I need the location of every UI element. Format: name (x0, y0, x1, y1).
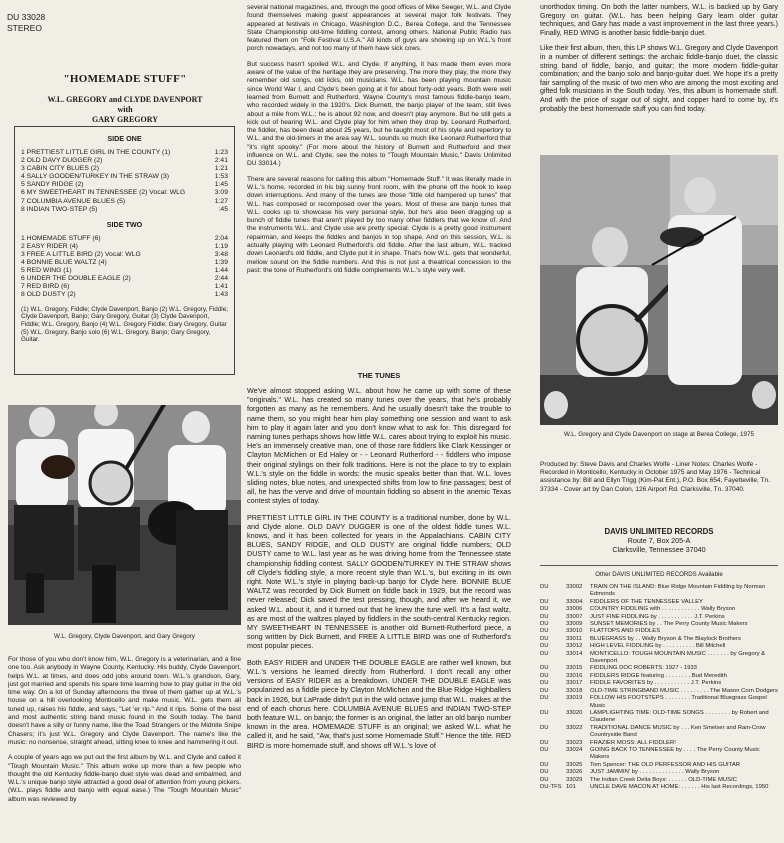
track-time: 1:21 (214, 165, 228, 173)
track-time: :45 (218, 205, 228, 213)
track-title: 8 OLD DUSTY (2) (21, 291, 76, 299)
catalog-entry (540, 606, 778, 613)
track-title: 6 UNDER THE DOUBLE EAGLE (2) (21, 275, 131, 283)
catalog-block (7, 12, 45, 34)
catalog-prefix: DU (540, 665, 549, 672)
catalog-id: 33025 (566, 761, 583, 768)
catalog-id: 33014 (566, 650, 583, 657)
album-guest: GARY GREGORY (91, 115, 159, 124)
track-row (21, 206, 228, 214)
stage-photo (540, 155, 778, 425)
catalog-entry (540, 651, 778, 666)
track-time: 1:39 (214, 259, 228, 267)
catalog-entry (540, 695, 778, 710)
catalog-prefix: DU (540, 613, 549, 620)
catalog-id: 33015 (566, 665, 583, 672)
catalog-prefix: DU (540, 650, 549, 657)
track-title: 4 BONNIE BLUE WALTZ (4) (21, 259, 107, 267)
catalog-id: 33024 (566, 746, 583, 753)
other-records-list (540, 584, 778, 791)
catalog-prefix: DU (540, 695, 549, 702)
catalog-entry (540, 614, 778, 621)
catalog-entry (540, 680, 778, 687)
catalog-title: BLUEGRASS by . . Wally Bryson & The Blaylock Brothers (590, 635, 741, 642)
track-title: 5 SANDY RIDGE (2) (21, 181, 84, 189)
catalog-id: 33026 (566, 769, 583, 776)
track-row (21, 259, 228, 267)
catalog-title: FRAZIER MOSS: ALL FIDDLER! (590, 739, 676, 746)
track-title: 5 RED WING (1) (21, 267, 72, 275)
track-title: 4 SALLY GOODEN/TURKEY IN THE STRAW (3) (21, 173, 170, 181)
track-time: 1:27 (214, 197, 228, 205)
track-row (21, 198, 228, 206)
catalog-prefix: DU (540, 606, 549, 613)
catalog-prefix: DU (540, 769, 549, 776)
catalog-entry (540, 665, 778, 672)
track-row (21, 235, 228, 243)
track-title: 2 OLD DAVY DUGGER (2) (21, 157, 103, 165)
catalog-id: 33018 (566, 687, 583, 694)
track-time: 1:41 (214, 283, 228, 291)
catalog-prefix: DU (540, 724, 549, 731)
band-photo-caption: W.L. Gregory, Clyde Davenport, and Gary Gregory (54, 633, 195, 640)
catalog-id: 33002 (566, 584, 583, 590)
track-time: 1:43 (214, 291, 228, 299)
closing-paragraph: Like their first album, then, this LP shows W.L. Gregory and Clyde Davenport in a number of different settings: the archaic fiddle-banjo duet, the classic string band of fiddle, banjo, and guitar; the more modern fiddle-guitar combination; and the banjo solo and banjo-guitar duet. We hope it's a pretty fair sampling of the music of two men who are among the most exciting and gifted folk musicians in the South today. Yes, this album is homemade stuff. And with the price of sugar out of sight, and copper hard to come by, it's probably the best homemade stuff you can find today. (540, 45, 778, 113)
track-time: 1:45 (214, 181, 228, 189)
catalog-entry (540, 636, 778, 643)
catalog-id: 33020 (566, 709, 583, 716)
catalog-entry (540, 784, 778, 791)
track-title: 7 COLUMBIA AVENUE BLUES (5) (21, 197, 126, 205)
track-time: 1:53 (214, 173, 228, 181)
track-title: 3 FREE A LITTLE BIRD (2) Vocal: WLG (21, 250, 141, 258)
catalog-id: 33016 (566, 672, 583, 679)
track-title: 7 RED BIRD (6) (21, 283, 70, 291)
stage-photo-image (540, 155, 778, 425)
catalog-entry (540, 777, 778, 784)
catalog-prefix: DU-TFS (540, 783, 562, 790)
catalog-prefix: DU (540, 635, 549, 642)
catalog-entry (540, 769, 778, 776)
intro-text (8, 656, 241, 811)
catalog-id: 33009 (566, 621, 583, 628)
closing-paragraph: unorthodox timing. On both the latter numbers, W.L. is backed up by Gary Gregory on guitar. (W.L. has been helping Gary learn older guitar techniques, and Gary has made a vast improvement in the last three years.) Finally, RED WING is another basic fiddle-banjo duet. (540, 4, 778, 37)
label-address-2: Clarksville, Tennessee 37040 (612, 545, 706, 554)
intro-paragraph: A couple of years ago we put out the first album by W.L. and Clyde and called it "Tough Mountain Music." This album woke up more than a few people who thought the old Kentucky fiddle-banjo duet style was dead and embalmed, and W.L.'s unique banjo style attracted a good deal of attention from young pickers. (W.L. plays fiddle and banjo with equal ease.) The "Tough Mountain Music" album was reviewed by (8, 754, 241, 803)
catalog-title: JUST JAMMIN' by . . . . . . . . . . . . . . Wally Bryson (590, 769, 720, 776)
track-title: 8 INDIAN TWO-STEP (5) (21, 205, 98, 213)
catalog-id: 33011 (566, 635, 582, 642)
catalog-id: 33004 (566, 598, 583, 605)
intro-paragraph: For those of you who don't know him, W.L. Gregory is a veterinarian, and a fine one too. Ask anybody in Wayne County, Kentucky. His buddy, Clyde Davenport, helps W.L. at times, and does odd jobs around town. W.L.'s grandson, Gary, just got married and spends his spare time learning how to play guitar in the old time way. On a lot of Sunday afternoons the three of them gather up at W.L.'s house on a hill overlooking Monticello and make music. W.L. gets them all tuned up, raises his fiddle, and says, "Let 'er rip." And it rips. Some of the best and most authentic string band music found in the South today. The band doesn't have a silly or funny name, like the Toad Strangers or the Midnite Snipe Chasers; it's just W.L. Gregory and Clyde Davenport. The name's like the music: no nonsense, straight ahead, sitting knee to knee and hammering it out. (8, 656, 241, 746)
catalog-prefix: DU (540, 598, 549, 605)
side-two-heading: SIDE TWO (106, 219, 143, 229)
catalog-title: UNCLE DAVE MACON AT HOME: . . . . . . His last Recordings, 1950 (590, 783, 769, 790)
track-time: 1:44 (214, 267, 228, 275)
stage-photo-caption: W.L. Gregory and Clyde Davenport on stage at Berea College, 1975 (563, 431, 755, 438)
tunes-paragraph: Both EASY RIDER and UNDER THE DOUBLE EAGLE are rather well known, but W.L.'s versions he learned directly from Rutherford. I don't recall any other versions of EASY RIDER as a breakdown. UNDER THE DOUBLE EAGLE was popularized as a fiddle piece by Clayton McMichen and the Blue Ridge Highballers back in 1926, but LaPrade didn't put in the wild octave jump that W.L. makes at the end of each chorus here. COLUMBIA AVENUE BLUES and INDIAN TWO-STEP both feature W.L. on banjo; the former is an original, the latter an old banjo number known in the area. HOMEMADE STUFF is an original; we asked W.L. what he called it, and he said, "Aw, that's just some Homemade Stuff." Hence the title. RED BIRD is more homemade stuff, and shows off W.L.'s love of (247, 657, 511, 750)
catalog-title: TRADITIONAL DANCE MUSIC by . . . Ken Smelser and Rain-Crow Countryside Band (590, 724, 766, 739)
catalog-prefix: DU (540, 621, 549, 628)
album-with: with (117, 105, 133, 114)
catalog-id: 33022 (566, 724, 583, 731)
catalog-title: Tom Spencer: THE OLD PERFESSOR AND HIS GUITAR (590, 761, 741, 768)
track-title: 1 PRETTIEST LITTLE GIRL IN THE COUNTY (1) (21, 149, 171, 156)
label-address-1: Route 7, Box 205-A (627, 536, 691, 545)
catalog-id: 101 (566, 783, 576, 790)
tunes-section (247, 371, 511, 757)
catalog-title: MONTICELLO: TOUGH MOUNTAIN MUSIC . . . . . . . by Gregory & Davenport (590, 650, 766, 665)
catalog-prefix: DU (540, 776, 549, 783)
track-row (21, 157, 228, 165)
track-row (21, 189, 228, 197)
catalog-title: LAMPLIGHTING TIME: OLD-TIME SONGS . . . . . . . . by Robert and Claudene (590, 709, 769, 724)
catalog-prefix: DU (540, 643, 549, 650)
production-credits: Produced by: Steve Davis and Charles Wolfe - Liner Notes: Charles Wolfe - Recorded in Monticello, Kentucky in October 1975 and May 1976 - Technical assistance by: Bill and Ellyn Trigg (Kim-Pat Ent.), P.O. Box 654, Fayetteville, Tn. 37334 - Cover art by Dan Colon, 126 Airport Rd. Clarksville, Tn. 37040. (540, 461, 770, 493)
catalog-id: 33010 (566, 628, 583, 635)
catalog-entry (540, 584, 778, 599)
catalog-entry (540, 710, 778, 725)
catalog-title: COUNTRY FIDDLING with . . . . . . . . . . . . Wally Bryson (590, 606, 736, 613)
album-artists: W.L. GREGORY and CLYDE DAVENPORT (47, 95, 203, 104)
tracklist-box (14, 126, 235, 375)
catalog-format: STEREO (7, 23, 42, 33)
catalog-prefix: DU (540, 709, 549, 716)
catalog-entry (540, 628, 778, 635)
track-row (21, 149, 228, 157)
track-row (21, 165, 228, 173)
track-row (21, 173, 228, 181)
tunes-paragraph: PRETTIEST LITTLE GIRL IN THE COUNTY is a traditional number, done by W.L. and Clyde alone. OLD DAVY DUGGER is one of the oldest fiddle tunes W.L. knows, and it has been collected for years in the Appalachians. CABIN CITY BLUES, SANDY RIDGE, and OLD DUSTY are original fiddle numbers; OLD DUSTY came to W.L. last year as he was driving home from the Tennessee state championship fiddling contest. SALLY GOODEN/TURKEY IN THE STRAW shows off Clyde's fiddling style, a more recent style than W.L.'s, but exciting in its own right. Note W.L.'s style in playing back-up banjo for Clyde here. BONNIE BLUE WALTZ was recorded by Dick Burnett on fiddle back in 1929, but the record was never released; Dick saved the test pressing, though, and after we heard it, we asked W.L. about it, and it turned out that he knew the tune well. It's a fast waltz, as are most of the waltzes played by fiddlers in the south-central Kentucky region. MY SWEETHEART IN TENNESSEE is another old Burnett-Rutherford piece, a song written by Dick Burnett, and FREE A LITTLE BIRD was one of Rutherford's most popular pieces. (247, 512, 511, 651)
side-one-heading: SIDE ONE (107, 134, 142, 143)
catalog-title: FIDDLE FAVORITES by . . . . . . . . . . . J.T. Perkins (590, 680, 722, 687)
track-title: 2 EASY RIDER (4) (21, 242, 78, 250)
catalog-entry (540, 688, 778, 695)
catalog-prefix: DU (540, 746, 549, 753)
catalog-title: HIGH LEVEL FIDDLING by . . . . . . . . . . Bill Mitchell (590, 643, 726, 650)
catalog-prefix: DU (540, 584, 549, 590)
catalog-id: 33012 (566, 643, 583, 650)
track-title: 6 MY SWEETHEART IN TENNESSEE (2) Vocal: WLG (21, 189, 186, 197)
catalog-title: The Indian Creek Delta Boys: . . . . . . OLD-TIME MUSIC (590, 776, 737, 783)
track-time: 1:19 (214, 242, 228, 250)
track-title: 3 CABIN CITY BLUES (2) (21, 165, 100, 173)
history-paragraph: But success hasn't spoiled W.L. and Clyde. If anything, it has made them even more aware of the value of the heritage they are preserving. The more they play, the more they remember old songs, old licks, old musicians. W.L. has been playing mountain music since World War I, and Clyde's been going at it for about forty-odd years. Both were well learned from Burnett and Rutherford, Wayne County's most famous fiddle-banjo team, who recorded widely in the 1920's. Dick Burnett, the banjo player of the team, still lives about a mile from W.L.; he is about 92 now, and doesn't play anymore. But he still gets a kick out of hearing W.L. and Clyde play for him when they drop by. Leonard Rutherford, the fiddler, has been dead about 25 years, but he taught most of his style and repertory to W.L. and the old-timers in the area say W.L. sounds so much like Leonard Rutherford that "it's right spooky." (For more about the history of Burnett and Rutherford and their influence on W.L. and Clyde, see the notes to "Tough Mountain Music," Davis Unlimited DU 33014.) (247, 60, 511, 168)
album-title: "HOMEMADE STUFF" (63, 73, 187, 85)
catalog-title: FOLLOW HIS FOOTSTEPS . . . . . . . . Traditional Bluegrass Gospel Music (590, 695, 767, 709)
catalog-prefix: DU (540, 680, 549, 687)
track-row (21, 291, 228, 299)
catalog-id: 33017 (566, 680, 583, 687)
catalog-entry (540, 643, 778, 650)
catalog-id: 33006 (566, 606, 583, 613)
divider (540, 565, 778, 566)
catalog-title: SUNSET MEMORIES by . . The Perry County Music Makers (590, 621, 748, 628)
track-row (21, 251, 228, 259)
catalog-prefix: DU (540, 672, 549, 679)
side-one-list (21, 149, 228, 214)
tunes-paragraph: We've almost stopped asking W.L. about how he came up with some of these "originals." W.L. has created so many tunes over the years, that he's probably forgotten as many as he remembers. And he usually doesn't take the trouble to name them, so you might hear him play something one session and want to ask him to play it again later and you don't know what to ask for. This disregard for naming tunes perhaps shows how little W.L. cares about trying to exploit his music. He's an immensely creative man, one of those rare fiddlers like Clark Kessinger or Clayton McMichen or Ed Haley or - - Leonard Rutherford - - fiddlers who impose their original stylings on their folk traditions. Here is not the place to try to explain W.L.'s style on the fiddle in words: the music speaks better than that. W.L. loves sliding notes, blue notes, and unexpected shifts from low to fine passages; best of all, he has the verve and drive of mountain fiddling so absent in the anemic Texas contest styles of today. (247, 386, 511, 506)
closing-text (540, 4, 778, 121)
label-name: DAVIS UNLIMITED RECORDS (604, 527, 714, 536)
history-text (247, 4, 511, 282)
track-time: 3:09 (214, 189, 228, 197)
track-time: 3:48 (214, 250, 228, 258)
track-row (21, 267, 228, 275)
catalog-id: 33007 (566, 613, 583, 620)
catalog-title: GOING BACK TO TENNESSEE by . . . . The Perry County Music Makers (590, 746, 760, 761)
track-row (21, 181, 228, 189)
track-title: 1 HOMEMADE STUFF (6) (21, 234, 101, 242)
album-title-block (20, 73, 230, 125)
catalog-title: TRAIN ON THE ISLAND: Blue Ridge Mountain Fiddling by Norman Edmonds (590, 584, 766, 598)
track-row (21, 243, 228, 251)
other-records-heading: Other DAVIS UNLIMITED RECORDS Available (595, 571, 723, 578)
catalog-prefix: DU (540, 628, 549, 635)
catalog-entry (540, 762, 778, 769)
catalog-entry (540, 673, 778, 680)
history-paragraph: several national magazines, and, through the good offices of Mike Seeger, W.L. and Clyde found themselves making guest appearances at several major folk festivals. They appeared at festivals in Chicago, Washington D.C., Berea College, and the Tennessee State Championship old-time fiddling contest, among others. National Public Radio has featured them on "Folk Festival U.S.A." All kinds of guys are showing up on W.L.'s front porch nowadays, and not too many of them have sick cows. (247, 4, 511, 53)
track-row (21, 275, 228, 283)
catalog-entry (540, 747, 778, 762)
catalog-id: 33023 (566, 739, 583, 746)
catalog-title: FIDDLERS RIDGE featuring . . . . . . . . Bud Meredith (590, 672, 727, 679)
track-time: 2:41 (214, 157, 228, 165)
catalog-entry (540, 725, 778, 740)
catalog-id: 33019 (566, 695, 583, 702)
catalog-title: FLATTOPS AND FIDDLES (590, 628, 661, 635)
catalog-entry (540, 599, 778, 606)
band-photo-image (8, 405, 241, 625)
catalog-entry (540, 740, 778, 747)
catalog-prefix: DU (540, 739, 549, 746)
catalog-id: 33029 (566, 776, 583, 783)
band-photo (8, 405, 241, 625)
history-paragraph: There are several reasons for calling this album "Homemade Stuff." It was literally made in W.L.'s home, recorded in his big sunny front room, with the phone off the hook to keep down interruptions. And many of the tunes are those "little old hampered up tunes" that W.L. has composed or recomposed over the years. Most of these are banjo tunes that W.L. cooks up to showcase his very personal style, but he's also been dragging up a bunch of fiddle tunes that aren't played by too many other fiddlers that we know of. And the instruments W.L. and Clyde use are pretty special. Clyde is a pretty good instrument repairman, and keeps the fiddles and banjos in top shape. And on this session, W.L. is actually playing with Leonard Rutherford's old fiddle. After the last album, W.L. tracked down Leonard's old fiddle, and Clyde put it in shape. That's how W.L. gets that wonderful, mellow sound on the fiddle numbers. And this is not just a theatrical concession to the past: the tone of Rutherford's old fiddle complements W.L.'s style very well. (247, 175, 511, 274)
track-time: 2:04 (214, 234, 228, 242)
catalog-title: OLD-TIME STRINGBAND MUSIC . . . . . . . . . The Mason Corn Dodgers (590, 687, 778, 694)
track-time: 2:44 (214, 275, 228, 283)
catalog-prefix: DU (540, 687, 549, 694)
catalog-title: FIDDLERS OF THE TENNESSEE VALLEY (590, 598, 703, 605)
track-row (21, 283, 228, 291)
catalog-title: FIDDLING DOC ROBERTS: 1927 - 1933 (590, 665, 697, 672)
catalog-title: JUST FINE FIDDLING by . . . . . . . . . . . J.T. Perkins (590, 613, 725, 620)
personnel-credits: (1) W.L. Gregory, Fiddle; Clyde Davenport, Banjo (2) W.L. Gregory, Fiddle; Clyde Davenport, Banjo; Gary Gregory, Guitar (3) Clyde Davenport, Fiddle; W.L. Gregory, Banjo (4) W.L. Gregory Fiddle; Gary Gregory, Guitar (5) W.L. Gregory, Banjo solo (6) W.L. Gregory, Banjo; Gary Gregory, Guitar. (21, 305, 228, 344)
track-time: 1:23 (214, 149, 228, 156)
catalog-prefix: DU (540, 761, 549, 768)
tunes-heading: THE TUNES (357, 371, 401, 380)
catalog-entry (540, 621, 778, 628)
catalog-number: DU 33028 (7, 12, 46, 22)
label-block (540, 527, 778, 554)
side-two-list (21, 235, 228, 300)
